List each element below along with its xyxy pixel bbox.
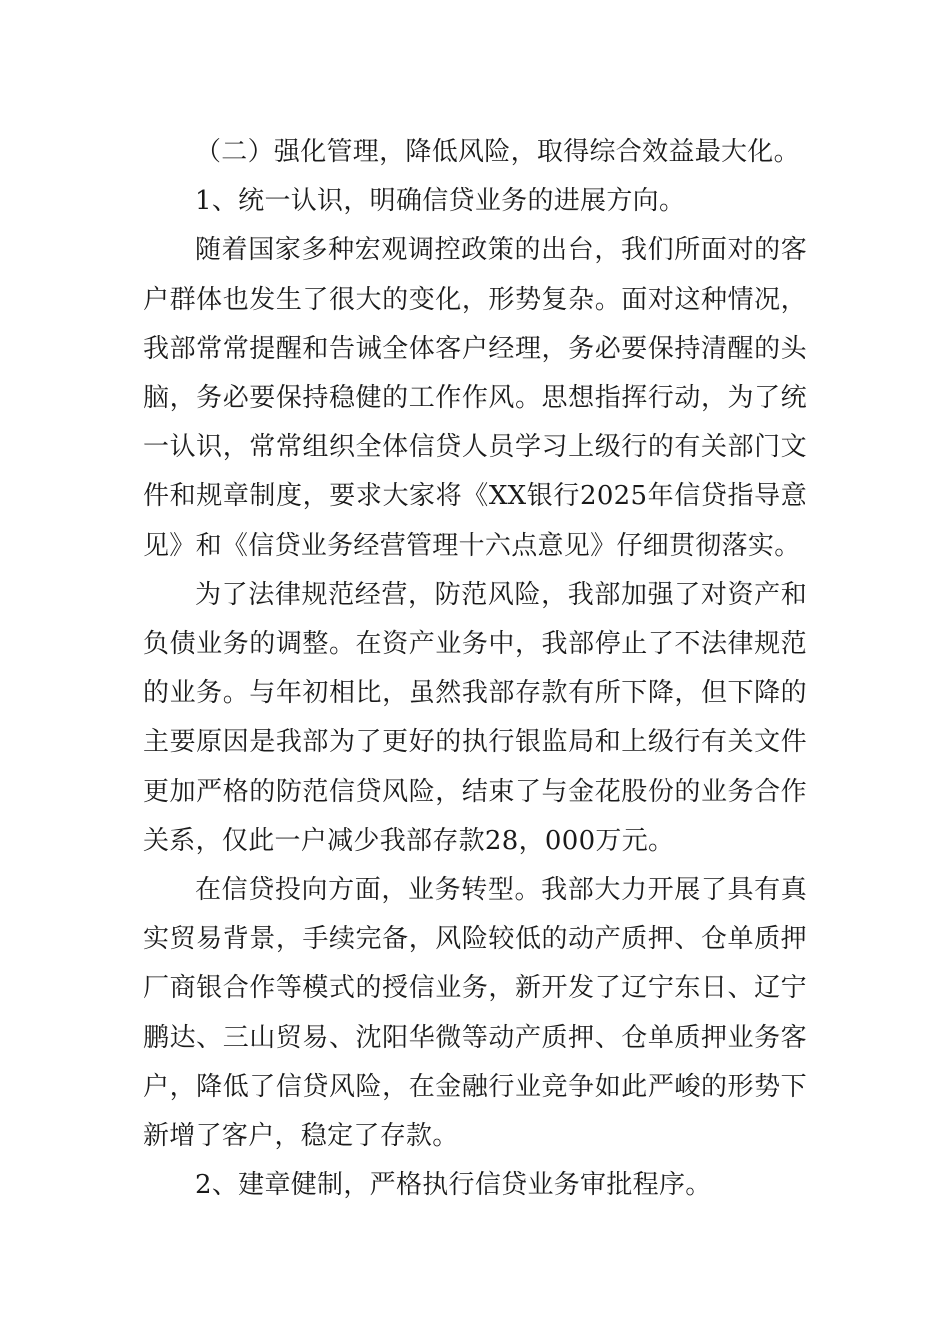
section-heading: （二）强化管理，降低风险，取得综合效益最大化。 [195,137,800,167]
subsection-heading-1: 1、统一认识，明确信贷业务的进展方向。 [195,186,686,217]
subsection-heading-2: 2、建章健制，严格执行信贷业务审批程序。 [195,1170,712,1201]
document-body [143,128,807,1210]
paragraph-credit-direction: 在信贷投向方面，业务转型。我部大力开展了具有真实贸易背景，手续完备，风险较低的动产质押、仓单质押厂商银合作等模式的授信业务，新开发了辽宁东日、辽宁鹏达、三山贸易、沈阳华微等动产质押、仓单质押业务客户，降低了信贷风险，在金融行业竞争如此严峻的形势下新增了客户，稳定了存款。 [143,875,807,1152]
paragraph-policy: 随着国家多种宏观调控政策的出台，我们所面对的客户群体也发生了很大的变化，形势复杂。面对这种情况，我部常常提醒和告诫全体客户经理，务必要保持清醒的头脑，务必要保持稳健的工作作风。思想指挥行动，为了统一认识，常常组织全体信贷人员学习上级行的有关部门文件和规章制度，要求大家将《XX银行2025年信贷指导意见》和《信贷业务经营管理十六点意见》仔细贯彻落实。 [143,235,807,561]
paragraph-risk-control: 为了法律规范经营，防范风险，我部加强了对资产和负债业务的调整。在资产业务中，我部停止了不法律规范的业务。与年初相比，虽然我部存款有所下降，但下降的主要原因是我部为了更好的执行银监局和上级行有关文件更加严格的防范信贷风险，结束了与金花股份的业务合作关系，仅此一户减少我部存款28，000万元。 [143,579,807,856]
